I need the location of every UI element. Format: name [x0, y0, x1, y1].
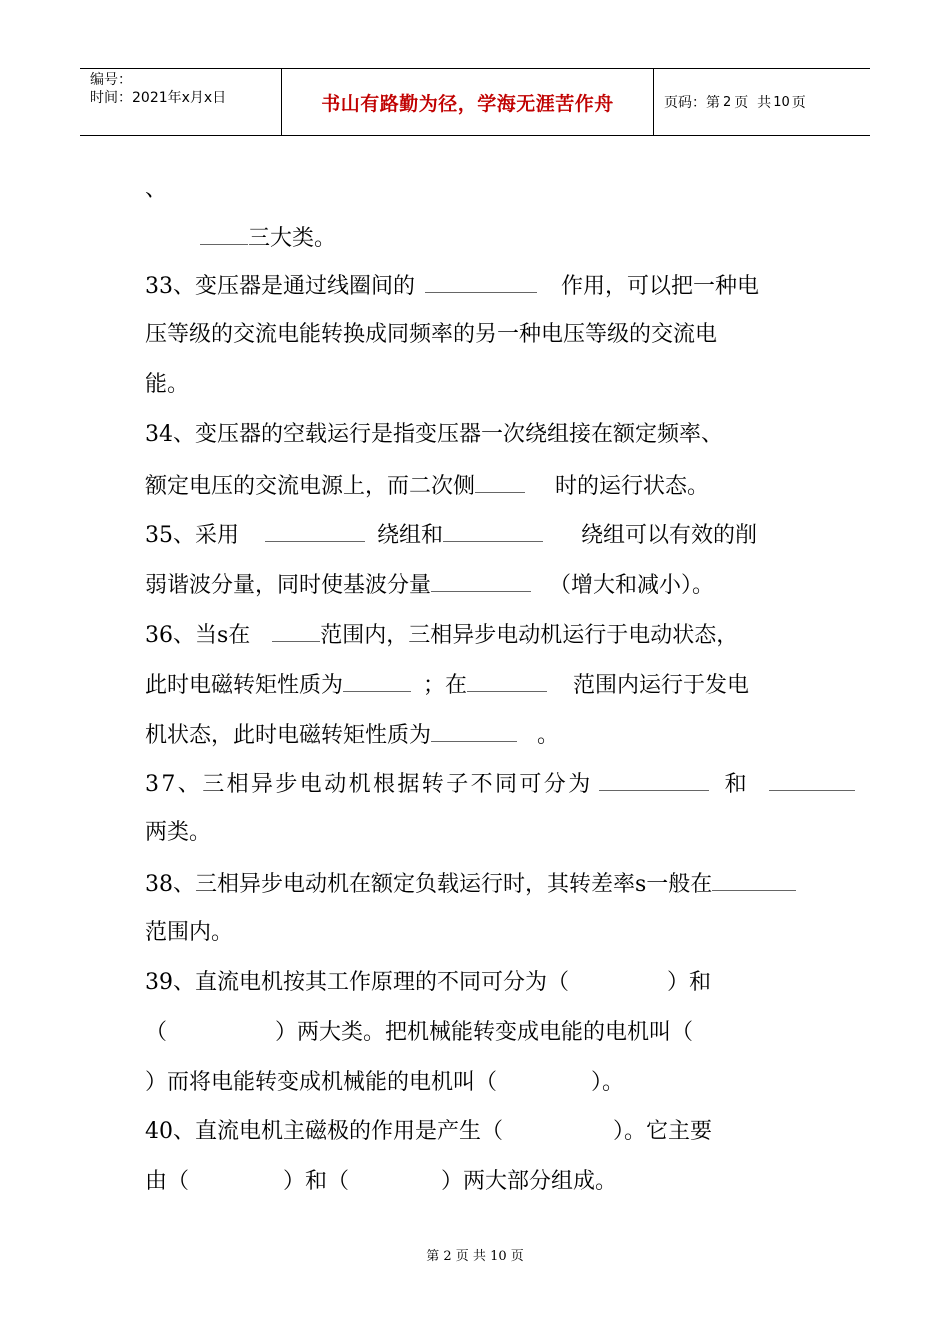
- blank: [475, 470, 525, 493]
- question-38: 38、三相异步电动机在额定负载运行时，其转差率s一般在: [145, 868, 796, 898]
- header-page-info: [654, 69, 870, 135]
- blank: [599, 768, 709, 791]
- text-line: 范围内。: [145, 920, 234, 945]
- question-33: 33、变压器是通过线圈间的 作用，可以把一种电: [145, 270, 759, 300]
- blank: [200, 222, 248, 245]
- motto: 书山有路勤为径，学海无涯苦作舟: [321, 92, 614, 115]
- page-footer: 第 2 页 共 10 页: [426, 1249, 524, 1264]
- text-line: 、: [145, 177, 168, 202]
- blank: [769, 768, 855, 791]
- header-motto-cell: [282, 69, 654, 135]
- text-line: 额定电压的交流电源上，而二次侧 时的运行状态。: [145, 470, 709, 500]
- text-line: 弱谐波分量，同时使基波分量 （增大和减小）。: [145, 569, 714, 599]
- question-37: 37、三相异步电动机根据转子不同可分为 和: [145, 768, 855, 798]
- page-total: 10: [773, 94, 790, 110]
- page-mid: 页 共: [734, 95, 772, 111]
- blank: [265, 519, 365, 542]
- question-34: 34、变压器的空载运行是指变压器一次绕组接在额定频率、: [145, 422, 723, 447]
- time-value: 2021年x月x日: [132, 90, 227, 106]
- page-post: 页: [791, 95, 806, 111]
- question-36: 36、当s在 范围内，三相异步电动机运行于电动状态，: [145, 619, 738, 649]
- page-pre: 第: [706, 95, 720, 111]
- serial-label: 编号：: [90, 72, 132, 88]
- text-line: （ ）两大类。把机械能转变成电能的电机叫（: [145, 1020, 694, 1045]
- blank: [343, 669, 411, 692]
- text-line: 机状态，此时电磁转矩性质为 。: [145, 719, 559, 749]
- question-35: 35、采用 绕组和 绕组可以有效的削: [145, 519, 757, 549]
- text-line: 由（ ）和（ ）两大部分组成。: [145, 1169, 618, 1194]
- blank: [431, 569, 531, 592]
- blank: [443, 519, 543, 542]
- page-current: 2: [723, 94, 732, 110]
- blank: [712, 868, 796, 891]
- question-40: 40、直流电机主磁极的作用是产生（ ）。它主要: [145, 1119, 713, 1144]
- text-line: 此时电磁转矩性质为 ；在 范围内运行于发电: [145, 669, 749, 699]
- text-line: 两类。: [145, 820, 212, 845]
- blank: [431, 719, 517, 742]
- text-line: 压等级的交流电能转换成同频率的另一种电压等级的交流电: [145, 322, 718, 347]
- blank: [272, 619, 320, 642]
- page-label: 页码：: [664, 95, 706, 111]
- question-39: 39、直流电机按其工作原理的不同可分为（ ）和: [145, 970, 712, 995]
- header-meta: [80, 69, 282, 135]
- page-header: [80, 68, 870, 136]
- time-line: [90, 89, 281, 107]
- text-line: ）而将电能转变成机械能的电机叫（ ）。: [145, 1070, 625, 1095]
- blank: [467, 669, 547, 692]
- text-line: 三大类。: [200, 222, 336, 252]
- time-label: 时间：: [90, 90, 132, 106]
- text-line: 能。: [145, 372, 190, 397]
- blank: [425, 270, 537, 293]
